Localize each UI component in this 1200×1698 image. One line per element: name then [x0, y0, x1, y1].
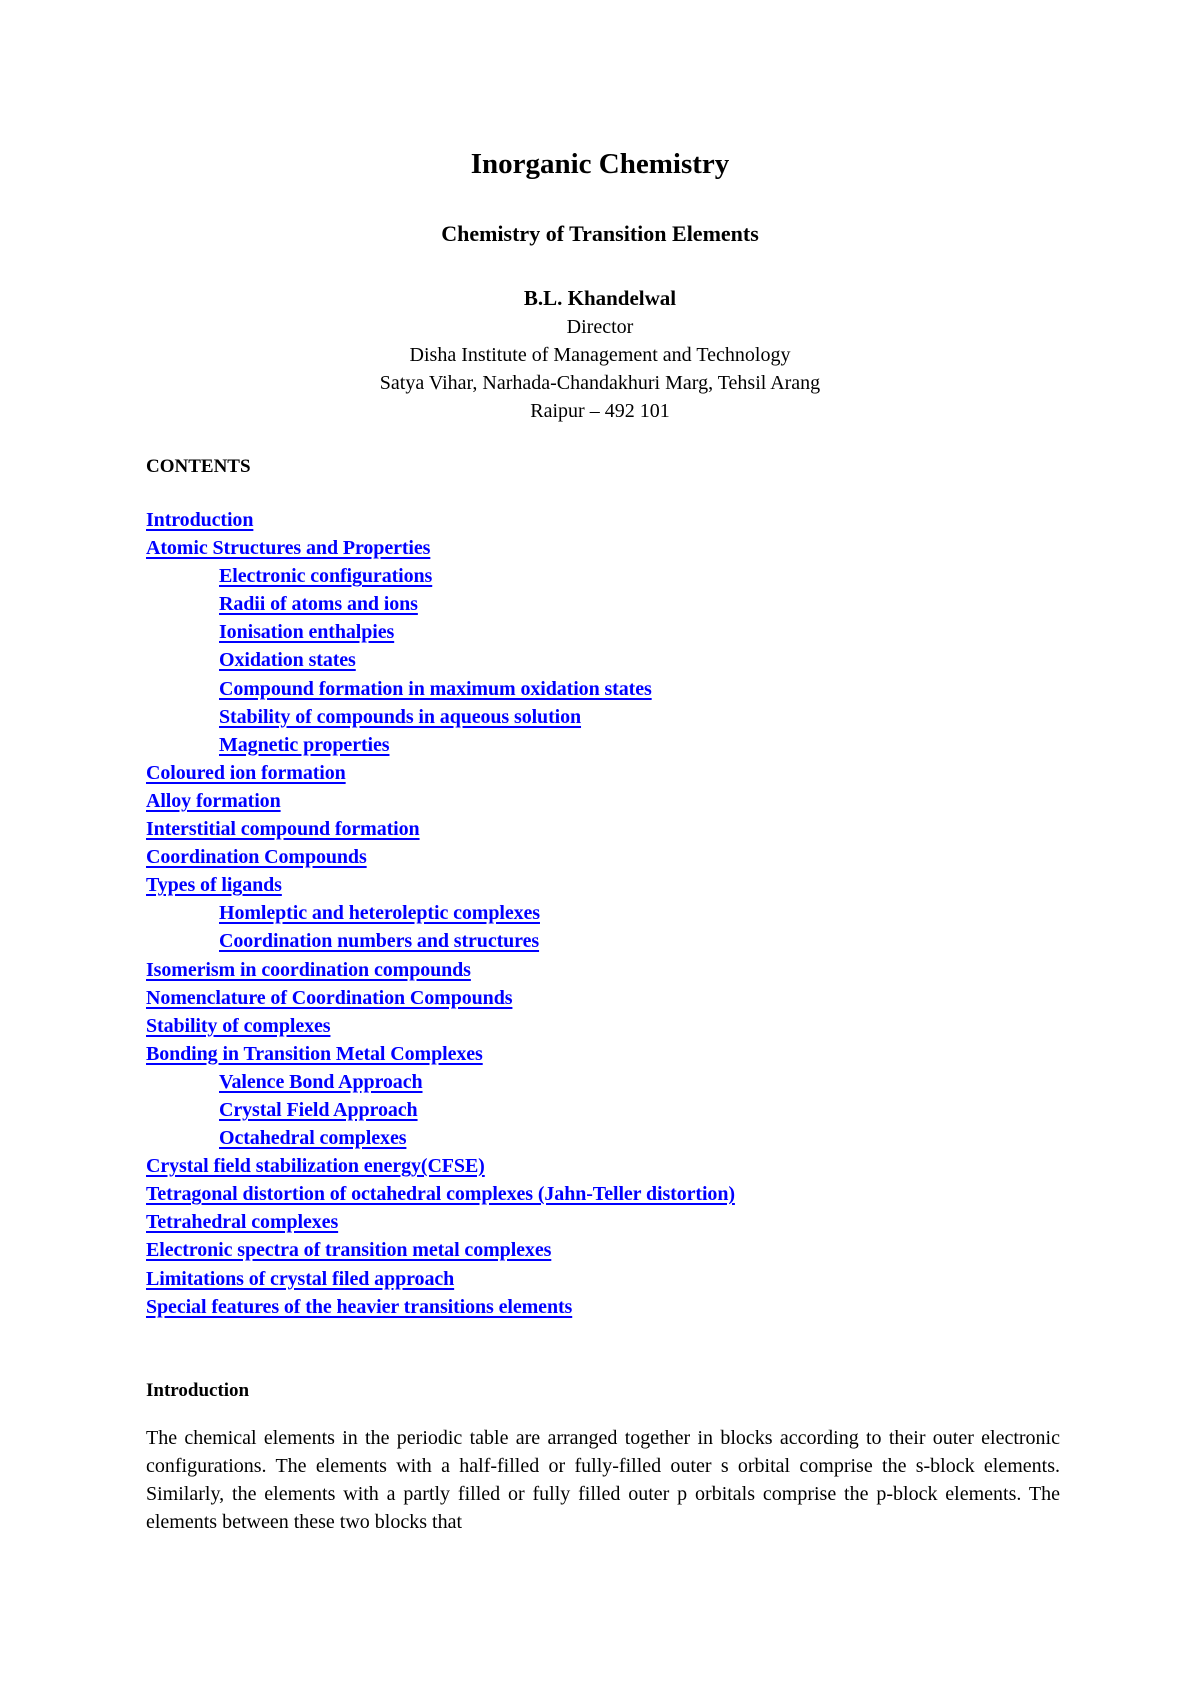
- toc-item: [146, 732, 735, 760]
- toc-item: [146, 816, 735, 844]
- toc-item: [146, 591, 735, 619]
- toc-item: [146, 1013, 735, 1041]
- section-paragraph: The chemical elements in the periodic table are arranged together in blocks according to their outer electronic configurations. The elements with a half-filled or fully-filled outer s orbital comprise the s-block elements. Similarly, the elements with a partly filled or fully filled outer p orbitals comprise the p-block elements. The elements between these two blocks that: [146, 1427, 1060, 1533]
- toc-item: [146, 1069, 735, 1097]
- toc-item: [146, 1097, 735, 1125]
- toc-link[interactable]: Stability of compounds in aqueous solution: [219, 705, 582, 728]
- toc-link[interactable]: Oxidation states: [219, 649, 356, 672]
- toc-item: [146, 1266, 735, 1294]
- toc-link[interactable]: Special features of the heavier transitions elements: [146, 1295, 573, 1318]
- toc-item: [146, 1209, 735, 1237]
- toc-link[interactable]: Crystal field stabilization energy(CFSE): [146, 1155, 485, 1178]
- author-position: Director: [566, 316, 634, 338]
- toc-link[interactable]: Ionisation enthalpies: [219, 621, 395, 644]
- toc-item: [146, 1125, 735, 1153]
- toc-item: [146, 957, 735, 985]
- toc-link[interactable]: Coordination Compounds: [146, 846, 367, 869]
- toc-item: [146, 985, 735, 1013]
- toc-item: [146, 788, 735, 816]
- toc-link[interactable]: Bonding in Transition Metal Complexes: [146, 1042, 483, 1065]
- toc-link[interactable]: Stability of complexes: [146, 1014, 331, 1037]
- toc-item: [146, 704, 735, 732]
- toc-link[interactable]: Alloy formation: [146, 789, 281, 812]
- toc-item: [146, 563, 735, 591]
- toc-item: [146, 1294, 735, 1322]
- toc-link[interactable]: Coordination numbers and structures: [219, 930, 540, 953]
- table-of-contents: [146, 507, 735, 1322]
- toc-item: [146, 1153, 735, 1181]
- author-name: B.L. Khandelwal: [523, 286, 677, 310]
- toc-link[interactable]: Interstitial compound formation: [146, 818, 420, 841]
- toc-link[interactable]: Octahedral complexes: [219, 1127, 407, 1150]
- toc-link[interactable]: Limitations of crystal filed approach: [146, 1267, 455, 1290]
- toc-link[interactable]: Radii of atoms and ions: [219, 593, 418, 616]
- toc-link[interactable]: Nomenclature of Coordination Compounds: [146, 986, 513, 1009]
- toc-item: [146, 1041, 735, 1069]
- toc-link[interactable]: Electronic configurations: [219, 565, 433, 588]
- toc-link[interactable]: Electronic spectra of transition metal complexes: [146, 1239, 552, 1262]
- toc-link[interactable]: Coloured ion formation: [146, 761, 346, 784]
- author-city: Raipur – 492 101: [530, 400, 670, 422]
- contents-heading: CONTENTS: [146, 456, 251, 477]
- toc-item: [146, 872, 735, 900]
- document-subtitle: Chemistry of Transition Elements: [441, 221, 759, 246]
- toc-item: [146, 535, 735, 563]
- section-heading: Introduction: [146, 1380, 250, 1401]
- toc-link[interactable]: Homleptic and heteroleptic complexes: [219, 902, 540, 925]
- toc-item: [146, 647, 735, 675]
- toc-item: [146, 507, 735, 535]
- toc-link[interactable]: Crystal Field Approach: [219, 1098, 418, 1121]
- toc-item: [146, 676, 735, 704]
- toc-link[interactable]: Magnetic properties: [219, 733, 390, 756]
- toc-item: [146, 619, 735, 647]
- toc-item: [146, 1181, 735, 1209]
- toc-item: [146, 844, 735, 872]
- toc-link[interactable]: Compound formation in maximum oxidation states: [219, 677, 652, 700]
- toc-item: [146, 900, 735, 928]
- toc-link[interactable]: Types of ligands: [146, 874, 282, 897]
- toc-link[interactable]: Isomerism in coordination compounds: [146, 958, 471, 981]
- toc-link[interactable]: Atomic Structures and Properties: [146, 537, 431, 560]
- author-institution: Disha Institute of Management and Technology: [409, 344, 791, 366]
- document-title: Inorganic Chemistry: [470, 148, 730, 180]
- toc-item: [146, 1237, 735, 1265]
- toc-link[interactable]: Tetrahedral complexes: [146, 1211, 339, 1234]
- toc-link[interactable]: Introduction: [146, 509, 254, 531]
- toc-link[interactable]: Valence Bond Approach: [219, 1070, 423, 1093]
- toc-item: [146, 760, 735, 788]
- toc-link[interactable]: Tetragonal distortion of octahedral complexes (Jahn-Teller distortion): [146, 1183, 735, 1206]
- author-address: Satya Vihar, Narhada-Chandakhuri Marg, Tehsil Arang: [379, 372, 821, 394]
- toc-item: [146, 928, 735, 956]
